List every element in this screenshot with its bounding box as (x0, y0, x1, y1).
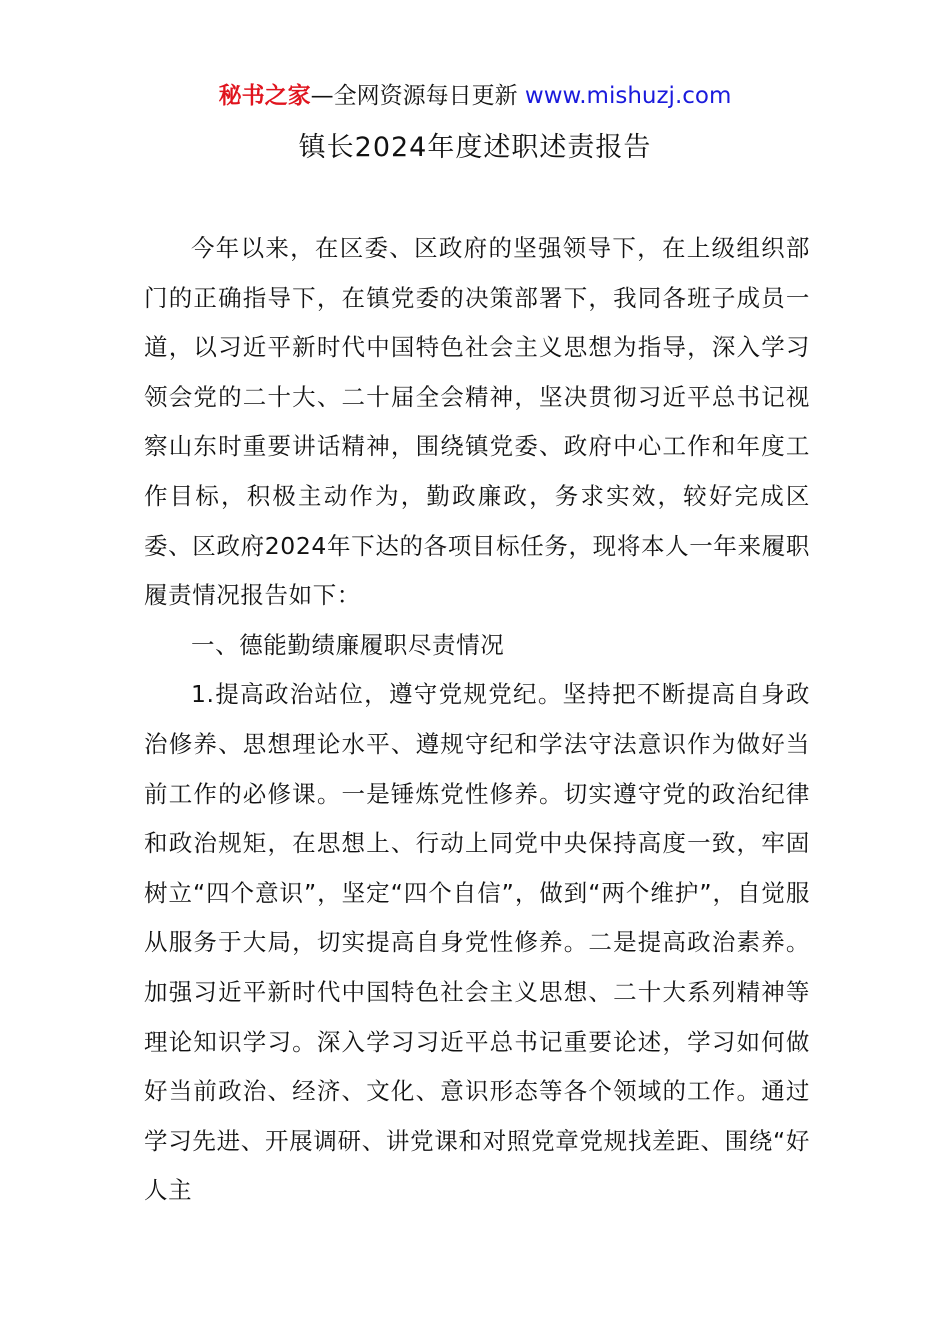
site-header (0, 80, 950, 112)
section-heading: 一、德能勤绩廉履职尽责情况 (191, 630, 505, 659)
paragraph-political-standing: 1.提高政治站位，遵守党规党纪。坚持把不断提高自身政治修养、思想理论水平、遵规守纪和学法守法意识作为做好当前工作的必修课。一是锤炼党性修养。切实遵守党的政治纪律和政治规矩，在思想上、行动上同党中央保持高度一致，牢固树立“四个意识”，坚定“四个自信”，做到“两个维护”，自觉服从服务于大局，切实提高自身党性修养。二是提高政治素养。加强习近平新时代中国特色社会主义思想、二十大系列精神等理论知识学习。深入学习习近平总书记重要论述，学习如何做好当前政治、经济、文化、意识形态等各个领域的工作。通过学习先进、开展调研、讲党课和对照党章党规找差距、围绕“好人主 (144, 680, 810, 1205)
brand-name: 秘书之家 (218, 83, 311, 109)
header-tagline: 全网资源每日更新 (333, 83, 525, 109)
paragraph-intro: 今年以来，在区委、区政府的坚强领导下，在上级组织部门的正确指导下，在镇党委的决策部署下，我同各班子成员一道，以习近平新时代中国特色社会主义思想为指导，深入学习领会党的二十大、二十届全会精神，坚决贯彻习近平总书记视察山东时重要讲话精神，围绕镇党委、政府中心工作和年度工作目标，积极主动作为，勤政廉政，务求实效，较好完成区委、区政府2024年下达的各项目标任务，现将本人一年来履职履责情况报告如下： (144, 234, 810, 610)
header-dash: — (310, 83, 334, 109)
site-url-link[interactable]: www.mishuzj.com (524, 83, 732, 109)
document-title: 镇长2024年度述职述责报告 (298, 132, 652, 163)
document-body (144, 224, 810, 1216)
